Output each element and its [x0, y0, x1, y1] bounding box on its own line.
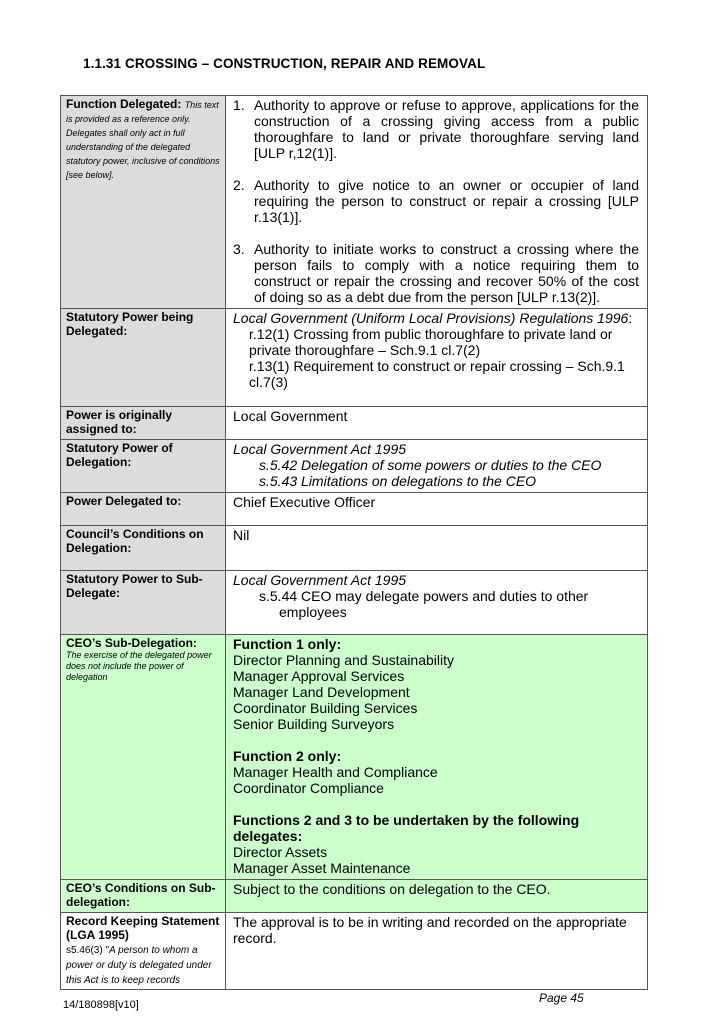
section-heading: 1.1.31 CROSSING – CONSTRUCTION, REPAIR AND REMOVAL: [83, 56, 486, 71]
section-line-2: employees: [279, 604, 347, 620]
act-title: Local Government Act 1995: [233, 441, 407, 457]
record-keeping-note: s5.46(3) "A person to whom a power or duty is delegated under this Act is to keep records: [66, 945, 212, 986]
row-power-of-delegation: [61, 440, 648, 493]
label-record-keeping: [61, 913, 226, 990]
value-record-keeping: The approval is to be in writing and recorded on the appropriate record.: [226, 913, 648, 990]
regulation-line-2: r.13(1) Requirement to construct or repair crossing – Sch.9.1 cl.7(3): [249, 358, 625, 390]
function-list: [233, 97, 639, 305]
value-ceo-conditions: Subject to the conditions on delegation to the CEO.: [226, 880, 648, 913]
document-reference: 14/180898[v10]: [63, 999, 139, 1011]
section-line-2: s.5.43 Limitations on delegations to the CEO: [259, 473, 537, 489]
delegate-item: Coordinator Building Services: [233, 700, 418, 716]
delegate-item: Coordinator Compliance: [233, 780, 384, 796]
function-item-1: 1. Authority to approve or refuse to approve, applications for the construction of a crossing giving access from a public thoroughfare to land or private thoroughfare serving land [ULP r,12(1)].: [233, 97, 639, 161]
section-line-1: s.5.42 Delegation of some powers or duties to the CEO: [259, 457, 602, 473]
delegate-item: Director Assets: [233, 844, 328, 860]
value-function-delegated: [226, 96, 648, 309]
delegate-item: Manager Approval Services: [233, 668, 405, 684]
label-power-to-subdelegate: Statutory Power to Sub-Delegate:: [61, 571, 226, 635]
act-title: Local Government Act 1995: [233, 572, 407, 588]
delegation-table: [60, 95, 648, 990]
label-statutory-power: Statutory Power being Delegated:: [61, 309, 226, 407]
row-ceo-subdelegation: [61, 635, 648, 880]
delegate-item: Manager Health and Compliance: [233, 764, 438, 780]
value-ceo-subdelegation: [226, 635, 648, 880]
group-title-function-1: Function 1 only:: [233, 636, 342, 652]
label-council-conditions: Council’s Conditions on Delegation:: [61, 526, 226, 571]
row-ceo-conditions: [61, 880, 648, 913]
reference-note: This text is provided as a reference only. Delegates shall only act in full understanding of the delegated statutory power, inclusive of conditions [see below].: [66, 100, 220, 180]
regulation-title: Local Government (Uniform Local Provisions) Regulations 1996:: [233, 310, 633, 326]
subdelegation-note: The exercise of the delegated power does not include the power of delegation: [66, 650, 212, 682]
label-ceo-subdelegation: [61, 635, 226, 880]
regulation-line-1: r.12(1) Crossing from public thoroughfare to private land or private thoroughfare – Sch.9.1 cl.7(2): [249, 326, 613, 358]
function-item-2: 2. Authority to give notice to an owner or occupier of land requiring the person to construct or repair a crossing [ULP r.13(1)].: [233, 177, 639, 225]
label-text: Record Keeping Statement (LGA 1995): [66, 914, 220, 942]
label-power-of-delegation: Statutory Power of Delegation:: [61, 440, 226, 493]
row-function-delegated: [61, 96, 648, 309]
row-delegated-to: [61, 493, 648, 526]
delegate-item: Manager Asset Maintenance: [233, 860, 411, 876]
row-originally-assigned: [61, 407, 648, 440]
value-power-to-subdelegate: [226, 571, 648, 635]
delegate-item: Manager Land Development: [233, 684, 410, 700]
label-originally-assigned: Power is originally assigned to:: [61, 407, 226, 440]
row-statutory-power: [61, 309, 648, 407]
label-delegated-to: Power Delegated to:: [61, 493, 226, 526]
value-council-conditions: Nil: [226, 526, 648, 571]
label-text: CEO’s Sub-Delegation:: [66, 636, 197, 650]
label-ceo-conditions: CEO’s Conditions on Sub-delegation:: [61, 880, 226, 913]
row-record-keeping: [61, 913, 648, 990]
group-title-functions-2-3: Functions 2 and 3 to be undertaken by the following delegates:: [233, 812, 580, 844]
row-council-conditions: [61, 526, 648, 571]
group-title-function-2: Function 2 only:: [233, 748, 342, 764]
row-power-to-subdelegate: [61, 571, 648, 635]
label-function-delegated: [61, 96, 226, 309]
label-text: Function Delegated:: [66, 97, 182, 111]
page-number: Page 45: [539, 991, 584, 1005]
function-item-3: 3. Authority to initiate works to construct a crossing where the person fails to comply with a notice requiring them to construct or repair the crossing and recover 50% of the cost of doing so as a debt due from the person [ULP r.13(2)].: [233, 241, 639, 305]
value-statutory-power: [226, 309, 648, 407]
delegate-item: Senior Building Surveyors: [233, 716, 395, 732]
delegate-item: Director Planning and Sustainability: [233, 652, 455, 668]
value-delegated-to: Chief Executive Officer: [226, 493, 648, 526]
value-originally-assigned: Local Government: [226, 407, 648, 440]
section-line-1: s.5.44 CEO may delegate powers and duties to other: [259, 588, 589, 604]
value-power-of-delegation: [226, 440, 648, 493]
